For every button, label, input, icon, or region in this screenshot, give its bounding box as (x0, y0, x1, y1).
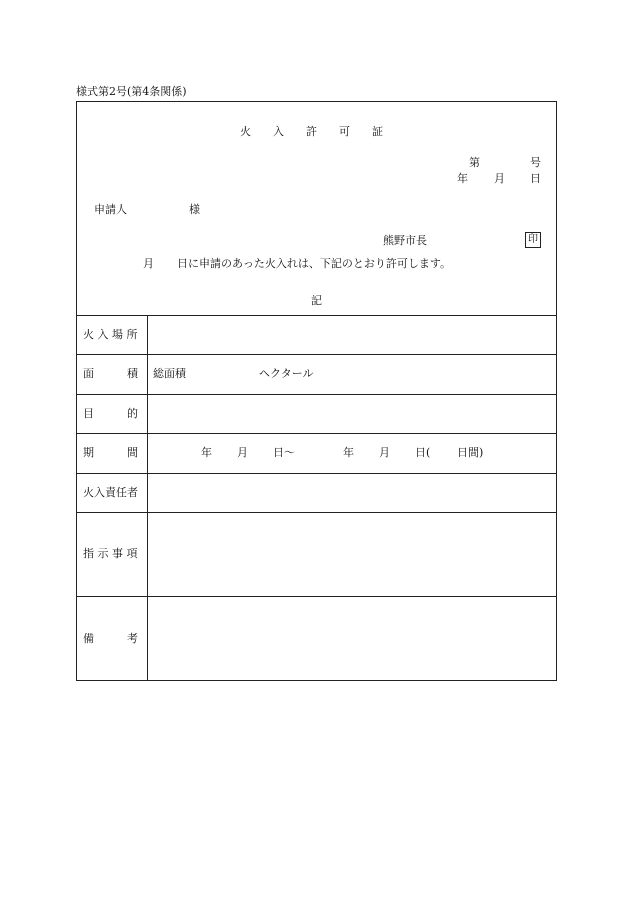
area-unit: ヘクタール (259, 367, 314, 380)
period-days: 日間) (457, 446, 484, 459)
period-start-day: 日〜 (273, 446, 295, 459)
date-month-label: 月 (494, 172, 505, 185)
number-suffix: 号 (530, 156, 541, 169)
row-divider (77, 433, 556, 434)
period-end-day: 日( (415, 446, 431, 459)
issuer-title: 熊野市長 (383, 234, 427, 247)
period-end-year: 年 (343, 446, 354, 459)
row-divider (77, 394, 556, 395)
location-label: 火 入 場 所 (83, 328, 138, 341)
applicant-label: 申請人 (94, 203, 127, 216)
period-start-year: 年 (201, 446, 212, 459)
responsible-label: 火入責任者 (83, 486, 138, 499)
date-day-label: 日 (530, 172, 541, 185)
statement-month: 月 (143, 257, 154, 270)
remarks-label: 備 考 (83, 632, 138, 645)
period-start-month: 月 (237, 446, 248, 459)
document-title: 火 入 許 可 証 (240, 125, 383, 138)
ki-heading: 記 (311, 294, 322, 307)
applicant-honorific: 様 (189, 203, 200, 216)
purpose-label: 目 的 (83, 407, 138, 420)
permit-form (76, 101, 557, 681)
total-area-label: 総面積 (153, 367, 186, 380)
label-column-divider (147, 315, 148, 680)
row-divider (77, 315, 556, 316)
row-divider (77, 596, 556, 597)
date-year-label: 年 (457, 172, 468, 185)
instructions-label: 指 示 事 項 (83, 547, 138, 560)
form-number: 様式第2号(第4条関係) (76, 85, 187, 98)
row-divider (77, 473, 556, 474)
seal-mark: 印 (525, 232, 541, 248)
period-label: 期 間 (83, 446, 138, 459)
permission-statement: 日に申請のあった火入れは、下記のとおり許可します。 (177, 257, 452, 270)
row-divider (77, 354, 556, 355)
area-label: 面 積 (83, 367, 138, 380)
period-end-month: 月 (379, 446, 390, 459)
row-divider (77, 512, 556, 513)
number-prefix: 第 (469, 156, 480, 169)
